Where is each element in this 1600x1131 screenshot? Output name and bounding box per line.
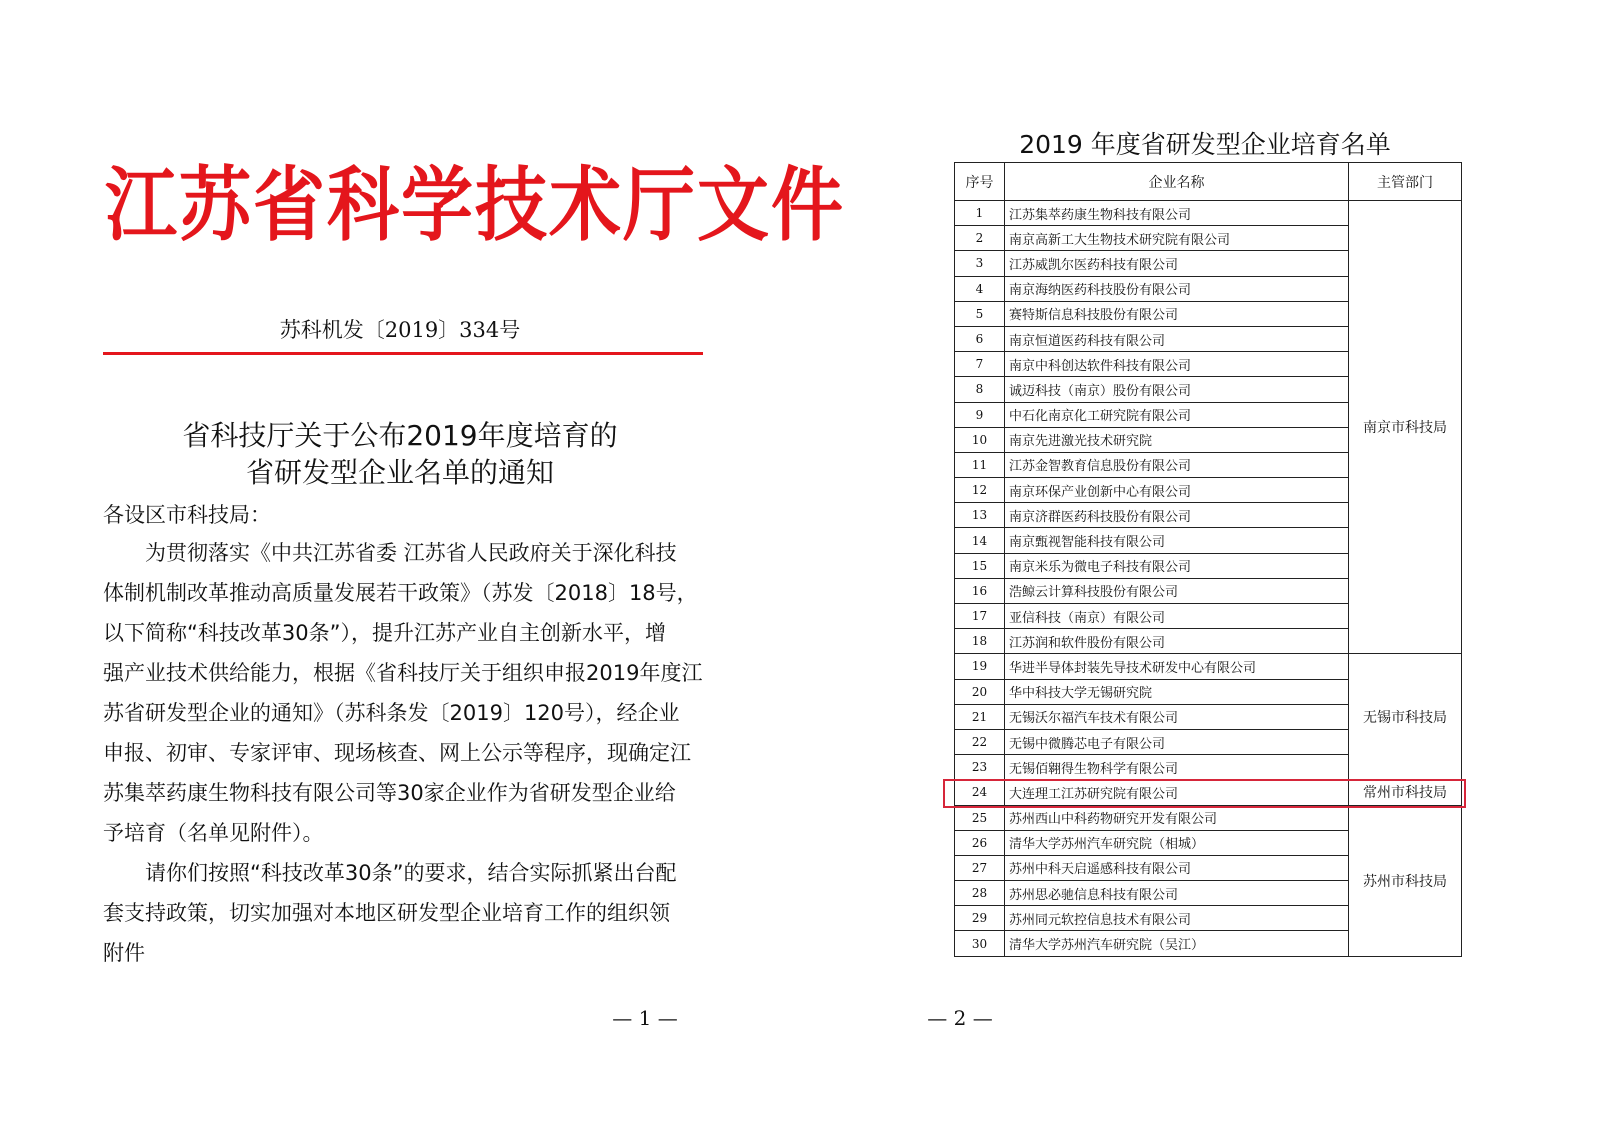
seq-cell: 5 <box>955 301 1005 326</box>
document-banner: 江苏省科学技术厅文件 <box>105 157 846 253</box>
seq-cell: 22 <box>955 729 1005 754</box>
company-name-cell: 南京恒道医药科技有限公司 <box>1005 326 1349 351</box>
attachment-label: 附件 <box>103 941 145 965</box>
department-cell: 南京市科技局 <box>1349 201 1462 654</box>
company-name-cell: 南京高新工大生物技术研究院有限公司 <box>1005 226 1349 251</box>
body-text-line: 申报、初审、专家评审、现场核查、网上公示等程序，现确定江 <box>103 741 691 765</box>
seq-cell: 3 <box>955 251 1005 276</box>
body-text-line: 以下简称“科技改革30条”），提升江苏产业自主创新水平，增 <box>103 621 666 645</box>
company-name-cell: 浩鲸云计算科技股份有限公司 <box>1005 578 1349 603</box>
body-text-line: 体制机制改革推动高质量发展若干政策》（苏发〔2018〕18号， <box>103 581 698 605</box>
seq-cell: 30 <box>955 931 1005 957</box>
body-text-line: 予培育（名单见附件）。 <box>103 821 324 845</box>
seq-cell: 13 <box>955 503 1005 528</box>
seq-cell: 23 <box>955 755 1005 780</box>
seq-cell: 21 <box>955 704 1005 729</box>
company-name-cell: 江苏威凯尔医药科技有限公司 <box>1005 251 1349 276</box>
company-name-cell: 苏州思必驰信息科技有限公司 <box>1005 881 1349 906</box>
page-number: — 1 — <box>612 1006 678 1030</box>
seq-cell: 8 <box>955 377 1005 402</box>
department-cell: 常州市科技局 <box>1349 780 1462 805</box>
company-name-cell: 南京环保产业创新中心有限公司 <box>1005 478 1349 503</box>
company-name-cell: 江苏润和软件股份有限公司 <box>1005 629 1349 654</box>
seq-cell: 4 <box>955 276 1005 301</box>
seq-cell: 6 <box>955 326 1005 351</box>
column-header-seq: 序号 <box>955 163 1005 201</box>
seq-cell: 17 <box>955 604 1005 629</box>
seq-cell: 26 <box>955 830 1005 855</box>
seq-cell: 7 <box>955 352 1005 377</box>
seq-cell: 15 <box>955 553 1005 578</box>
highlight-box <box>943 779 1466 808</box>
seq-cell: 2 <box>955 226 1005 251</box>
table-row <box>955 201 1462 226</box>
company-name-cell: 华进半导体封装先导技术研发中心有限公司 <box>1005 654 1349 679</box>
seq-cell: 29 <box>955 906 1005 931</box>
company-name-cell: 无锡沃尔福汽车技术有限公司 <box>1005 704 1349 729</box>
body-text-line: 套支持政策，切实加强对本地区研发型企业培育工作的组织领 <box>103 901 670 925</box>
company-name-cell: 赛特斯信息科技股份有限公司 <box>1005 301 1349 326</box>
seq-cell: 9 <box>955 402 1005 427</box>
seq-cell: 18 <box>955 629 1005 654</box>
column-header-dept: 主管部门 <box>1349 163 1462 201</box>
body-text-line: 请你们按照“科技改革30条”的要求，结合实际抓紧出台配 <box>145 861 677 885</box>
department-cell: 苏州市科技局 <box>1349 805 1462 957</box>
seq-cell: 1 <box>955 201 1005 226</box>
company-name-cell: 清华大学苏州汽车研究院（相城） <box>1005 830 1349 855</box>
notice-title-line-2: 省研发型企业名单的通知 <box>245 456 554 489</box>
department-cell: 无锡市科技局 <box>1349 654 1462 780</box>
red-divider <box>103 352 703 355</box>
seq-cell: 19 <box>955 654 1005 679</box>
company-name-cell: 诚迈科技（南京）股份有限公司 <box>1005 377 1349 402</box>
seq-cell: 14 <box>955 528 1005 553</box>
column-header-name: 企业名称 <box>1005 163 1349 201</box>
notice-title-line-1: 省科技厅关于公布2019年度培育的 <box>182 419 618 452</box>
company-name-cell: 江苏集萃药康生物科技有限公司 <box>1005 201 1349 226</box>
seq-cell: 16 <box>955 578 1005 603</box>
seq-cell: 11 <box>955 452 1005 477</box>
company-name-cell: 南京甄视智能科技有限公司 <box>1005 528 1349 553</box>
seq-cell: 28 <box>955 881 1005 906</box>
enterprise-list-table <box>954 162 1462 957</box>
list-title: 2019 年度省研发型企业培育名单 <box>1019 130 1391 159</box>
company-name-cell: 苏州西山中科药物研究开发有限公司 <box>1005 805 1349 830</box>
seq-cell: 27 <box>955 855 1005 880</box>
document-number: 苏科机发〔2019〕334号 <box>279 318 521 342</box>
seq-cell: 20 <box>955 679 1005 704</box>
seq-cell: 12 <box>955 478 1005 503</box>
company-name-cell: 无锡中微腾芯电子有限公司 <box>1005 729 1349 754</box>
company-name-cell: 苏州同元软控信息技术有限公司 <box>1005 906 1349 931</box>
company-name-cell: 南京中科创达软件科技有限公司 <box>1005 352 1349 377</box>
company-name-cell: 南京米乐为微电子科技有限公司 <box>1005 553 1349 578</box>
company-name-cell: 大连理工江苏研究院有限公司 <box>1005 780 1349 805</box>
company-name-cell: 苏州中科天启遥感科技有限公司 <box>1005 855 1349 880</box>
seq-cell: 25 <box>955 805 1005 830</box>
seq-cell: 10 <box>955 427 1005 452</box>
body-text-line: 为贯彻落实《中共江苏省委 江苏省人民政府关于深化科技 <box>145 541 677 565</box>
company-name-cell: 南京先进激光技术研究院 <box>1005 427 1349 452</box>
body-text-line: 强产业技术供给能力，根据《省科技厅关于组织申报2019年度江 <box>103 661 703 685</box>
company-name-cell: 无锡佰翱得生物科学有限公司 <box>1005 755 1349 780</box>
salutation: 各设区市科技局： <box>103 503 271 527</box>
company-name-cell: 江苏金智教育信息股份有限公司 <box>1005 452 1349 477</box>
company-name-cell: 亚信科技（南京）有限公司 <box>1005 604 1349 629</box>
body-text-line: 苏集萃药康生物科技有限公司等30家企业作为省研发型企业给 <box>103 781 676 805</box>
seq-cell: 24 <box>955 780 1005 805</box>
company-name-cell: 华中科技大学无锡研究院 <box>1005 679 1349 704</box>
table-row <box>955 805 1462 830</box>
table-header-row <box>955 163 1462 201</box>
page-number: — 2 — <box>927 1006 993 1030</box>
body-text-line: 苏省研发型企业的通知》（苏科条发〔2019〕120号），经企业 <box>103 701 680 725</box>
company-name-cell: 中石化南京化工研究院有限公司 <box>1005 402 1349 427</box>
company-name-cell: 南京济群医药科技股份有限公司 <box>1005 503 1349 528</box>
company-name-cell: 南京海纳医药科技股份有限公司 <box>1005 276 1349 301</box>
company-name-cell: 清华大学苏州汽车研究院（吴江） <box>1005 931 1349 957</box>
table-row <box>955 654 1462 679</box>
